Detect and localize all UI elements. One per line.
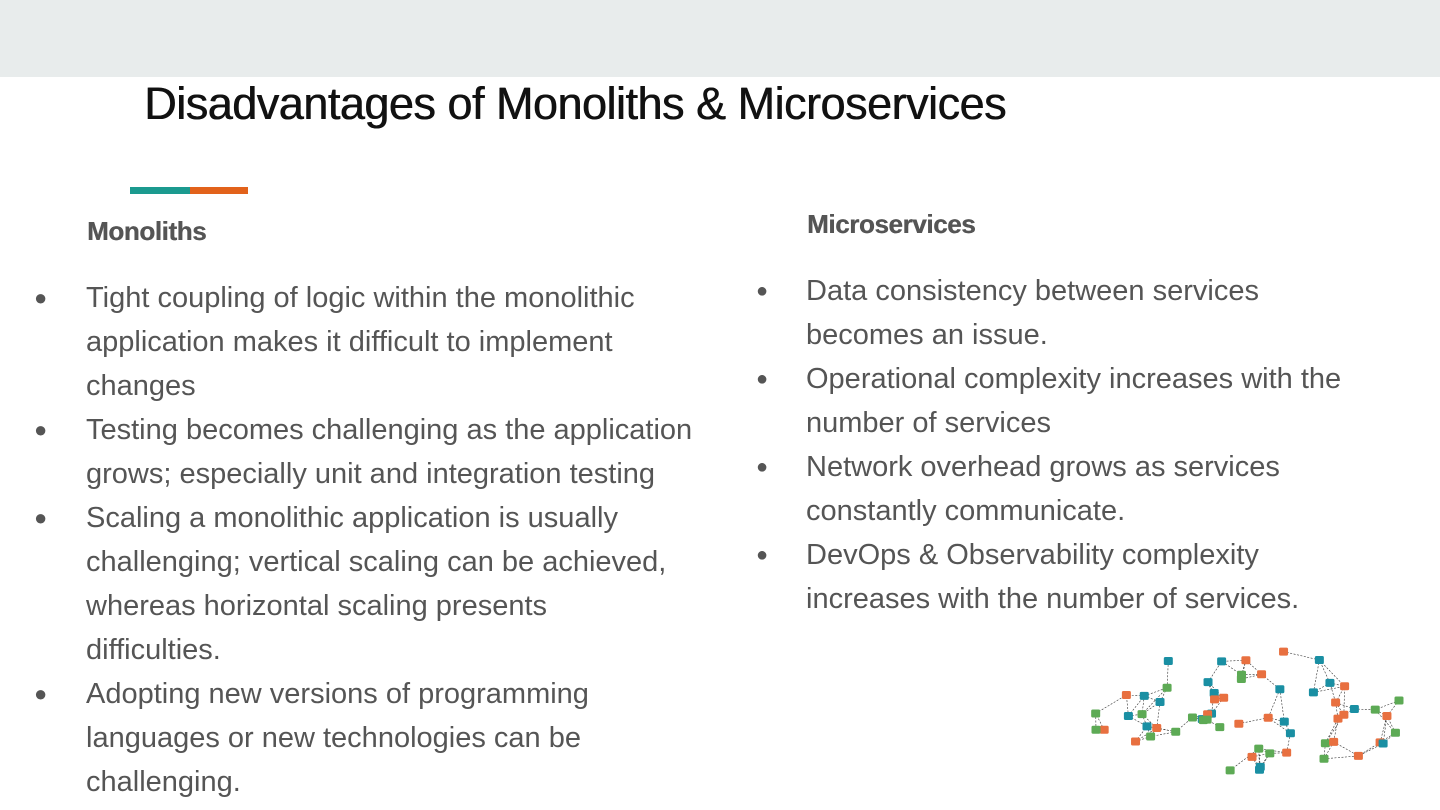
bullet-line: grows; especially unit and integration testing bbox=[86, 458, 656, 490]
monoliths-list bbox=[34, 276, 769, 804]
bullet-line: becomes an issue. bbox=[806, 319, 1048, 351]
list-item bbox=[756, 533, 1426, 621]
bullet-icon: ● bbox=[756, 456, 769, 478]
bullet-line: Adopting new versions of programming bbox=[86, 678, 589, 710]
title-accent-orange bbox=[190, 187, 248, 194]
bullet-line: Network overhead grows as services bbox=[806, 451, 1280, 483]
bullet-icon: ● bbox=[756, 544, 769, 566]
list-item bbox=[756, 357, 1426, 445]
monoliths-heading: Monoliths bbox=[87, 216, 207, 246]
bullet-line: application makes it difficult to implement bbox=[86, 326, 613, 358]
bullet-line: increases with the number of services. bbox=[806, 583, 1300, 615]
bullet-icon: ● bbox=[34, 285, 48, 310]
bullet-line: Operational complexity increases with the bbox=[806, 363, 1342, 395]
microservices-heading: Microservices bbox=[807, 209, 976, 239]
list-item bbox=[34, 408, 769, 496]
header-band bbox=[0, 0, 1440, 77]
bullet-line: Data consistency between services bbox=[806, 275, 1259, 307]
slide-title: Disadvantages of Monoliths & Microservices bbox=[144, 78, 1006, 129]
bullet-icon: ● bbox=[756, 368, 769, 390]
bullet-line: Tight coupling of logic within the monolithic bbox=[86, 282, 635, 314]
bullet-line: constantly communicate. bbox=[806, 495, 1126, 527]
bullet-line: challenging. bbox=[86, 766, 241, 798]
bullet-line: languages or new technologies can be bbox=[86, 722, 581, 754]
bullet-line: challenging; vertical scaling can be achieved, bbox=[86, 546, 667, 578]
list-item bbox=[756, 269, 1426, 357]
bullet-line: difficulties. bbox=[86, 634, 221, 666]
microservices-network-graph-icon bbox=[1078, 642, 1418, 784]
bullet-icon: ● bbox=[34, 681, 48, 706]
bullet-icon: ● bbox=[756, 280, 769, 302]
list-item bbox=[34, 496, 769, 672]
bullet-line: whereas horizontal scaling presents bbox=[86, 590, 548, 622]
list-item bbox=[34, 672, 766, 804]
bullet-icon: ● bbox=[34, 417, 48, 442]
bullet-icon: ● bbox=[34, 505, 48, 530]
list-item bbox=[756, 445, 1426, 533]
list-item bbox=[34, 276, 769, 408]
microservices-list bbox=[756, 269, 1426, 621]
bullet-line: Testing becomes challenging as the application bbox=[86, 414, 693, 446]
bullet-line: Scaling a monolithic application is usually bbox=[86, 502, 618, 534]
bullet-line: changes bbox=[86, 370, 196, 402]
bullet-line: number of services bbox=[806, 407, 1051, 439]
bullet-line: DevOps & Observability complexity bbox=[806, 539, 1259, 571]
title-accent-teal bbox=[130, 187, 190, 194]
